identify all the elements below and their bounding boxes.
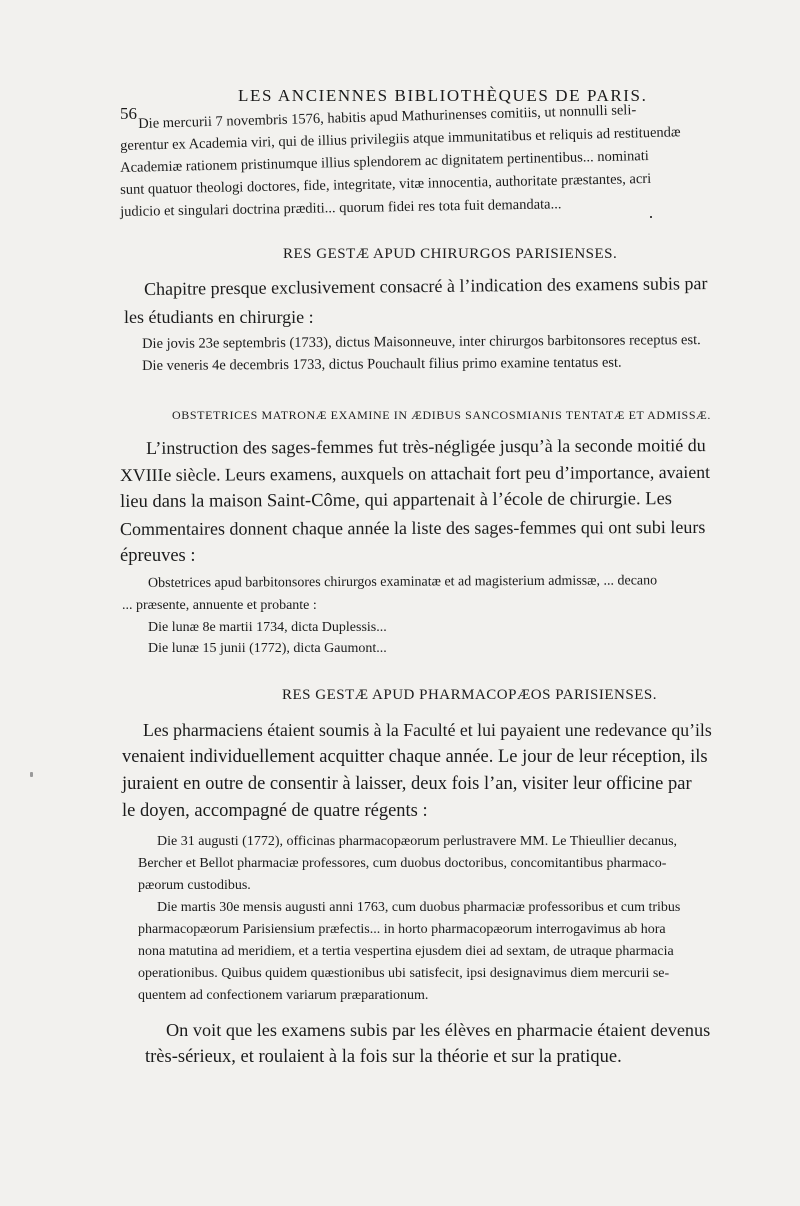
page-number: 56 (120, 104, 137, 123)
text-line: nona matutina ad meridiem, et a tertia vespertina ejusdem diei ad sextam, de utraque pharmacia (138, 944, 674, 959)
running-title: LES ANCIENNES BIBLIOTHÈQUES DE PARIS. (238, 86, 648, 105)
text-line: juraient en outre de consentir à laisser, deux fois l’an, visiter leur officine par (122, 774, 692, 794)
text-line: pharmacopæorum Parisiensium præfectis... in horto pharmacopæorum interrogavimus ab hora (138, 922, 666, 937)
text-line: le doyen, accompagné de quatre régents : (122, 801, 428, 821)
text-line: Commentaires donnent chaque année la liste des sages-femmes qui ont subi leurs (120, 516, 706, 539)
margin-mark (30, 772, 33, 777)
text-line: très-sérieux, et roulaient à la fois sur la théorie et sur la pratique. (145, 1047, 622, 1067)
section-heading: RES GESTÆ APUD CHIRURGOS PARISIENSES. (283, 246, 618, 262)
text-line: On voit que les examens subis par les élèves en pharmacie étaient devenus (166, 1020, 711, 1040)
text-line: Die lunæ 15 junii (1772), dicta Gaumont... (148, 641, 387, 656)
text-line: épreuves : (120, 546, 196, 566)
text-line: Die veneris 4e decembris 1733, dictus Pouchault filius primo examine tentatus est. (142, 354, 622, 374)
text-line: gerentur ex Academia viri, qui de illius privilegiis atque immunitatibus et reliquis ad restituendæ (120, 124, 681, 154)
text-line: Academiæ rationem pristinumque illius splendorem ac dignitatem pertinentibus... nominati (120, 148, 649, 176)
text-line: Die martis 30e mensis augusti anni 1763, cum duobus pharmaciæ professoribus et cum tribus (157, 900, 681, 915)
text-line: lieu dans la maison Saint-Côme, qui appartenait à l’école de chirurgie. Les (120, 489, 673, 512)
text-line: les étudiants en chirurgie : (124, 307, 314, 327)
section-heading: OBSTETRICES MATRONÆ EXAMINE IN ÆDIBUS SANCOSMIANIS TENTATÆ ET ADMISSÆ. (172, 408, 711, 422)
text-line: Die mercurii 7 novembris 1576, habitis apud Mathurinenses comitiis, ut nonnulli seli- (138, 102, 637, 132)
ink-speck (650, 216, 652, 218)
text-line: quentem ad confectionem variarum præparationum. (138, 988, 429, 1003)
text-line: judicio et singulari doctrina præditi... quorum fidei res tota fuit demandata... (120, 196, 562, 220)
text-line: Bercher et Bellot pharmaciæ professores, cum duobus doctoribus, concomitantibus pharmaco- (138, 856, 667, 871)
text-line: XVIIIe siècle. Leurs examens, auxquels on attachait fort peu d’importance, avaient (120, 461, 711, 485)
text-line: Die lunæ 8e martii 1734, dicta Duplessis... (148, 620, 387, 635)
text-line: Chapitre presque exclusivement consacré à l’indication des examens subis par (144, 273, 708, 299)
text-line: pæorum custodibus. (138, 878, 251, 893)
text-line: L’instruction des sages-femmes fut très-négligée jusqu’à la seconde moitié du (146, 435, 706, 458)
section-heading: RES GESTÆ APUD PHARMACOPÆOS PARISIENSES. (282, 687, 657, 703)
text-line: venaient individuellement acquitter chaque année. Le jour de leur réception, ils (122, 747, 708, 767)
text-line: Die jovis 23e septembris (1733), dictus Maisonneuve, inter chirurgos barbitonsores receptus est. (142, 332, 701, 352)
text-line: Obstetrices apud barbitonsores chirurgos examinatæ et ad magisterium admissæ, ... decano (148, 573, 658, 591)
text-line: Les pharmaciens étaient soumis à la Faculté et lui payaient une redevance qu’ils (143, 720, 712, 740)
text-line: Die 31 augusti (1772), officinas pharmacopæorum perlustravere MM. Le Thieullier decanus, (157, 834, 678, 849)
text-line: sunt quatuor theologi doctores, fide, integritate, vitæ innocentia, authoritate præstantes, acri (120, 170, 652, 198)
text-line: ... præsente, annuente et probante : (122, 598, 317, 613)
text-line: operationibus. Quibus quidem quæstionibus ubi satisfecit, ipsi designavimus diem mercurii se- (138, 966, 670, 981)
